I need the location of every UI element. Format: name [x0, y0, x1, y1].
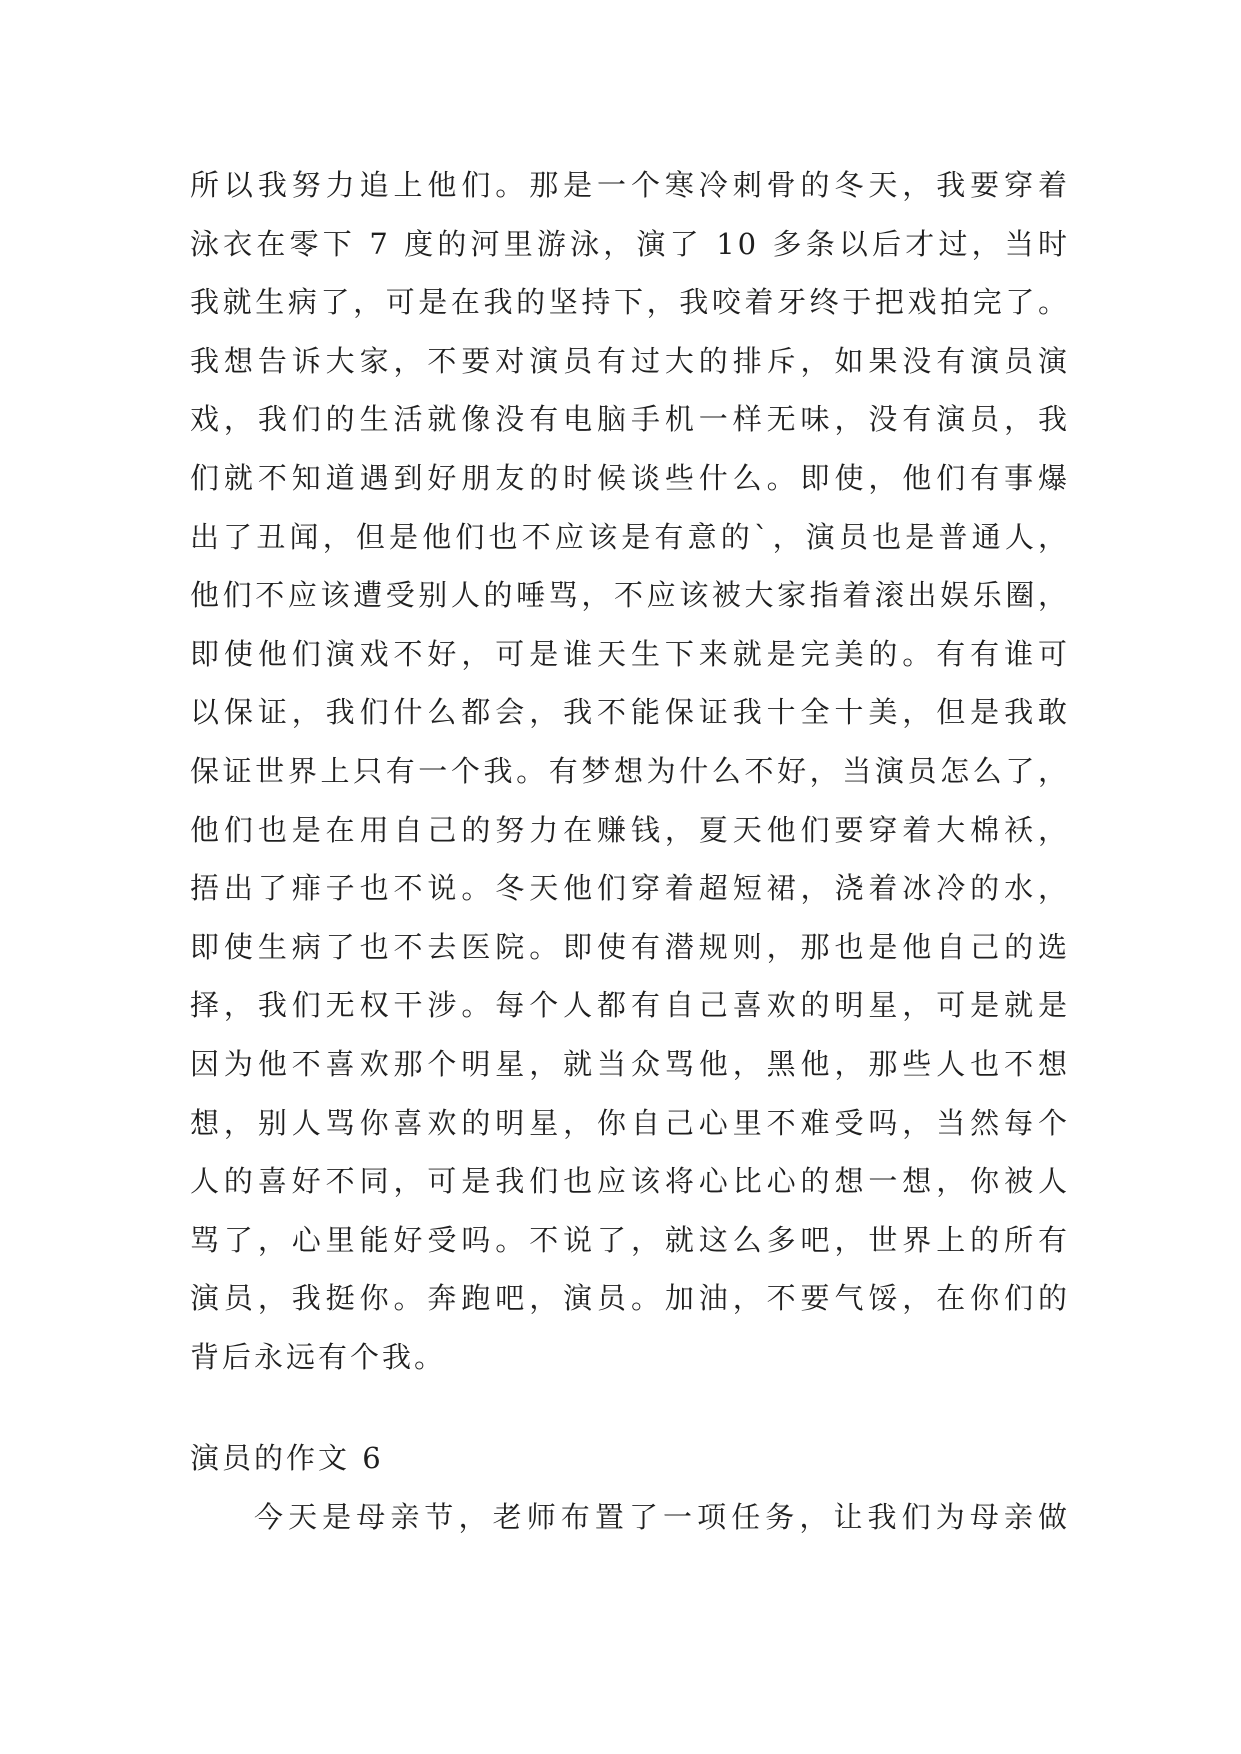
next-paragraph-first-line: 今天是母亲节，老师布置了一项任务，让我们为母亲做: [254, 1500, 1070, 1534]
essay-line-8: 他们不应该遭受别人的唾骂，不应该被大家指着滚出娱乐圈，: [190, 578, 1070, 613]
essay-line-15: 择，我们无权干涉。每个人都有自己喜欢的明星，可是就是: [190, 988, 1070, 1023]
essay-line-6: 们就不知道遇到好朋友的时候谈些什么。即使，他们有事爆: [190, 460, 1070, 495]
essay-line-9: 即使他们演戏不好，可是谁天生下来就是完美的。有有谁可: [190, 636, 1070, 671]
essay-line-13: 捂出了痱子也不说。冬天他们穿着超短裙，浇着冰冷的水，: [190, 871, 1070, 906]
essay-line-7: 出了丑闻，但是他们也不应该是有意的`，演员也是普通人，: [190, 519, 1070, 554]
essay-line-3: 我就生病了，可是在我的坚持下，我咬着牙终于把戏拍完了。: [190, 285, 1070, 320]
essay-line-12: 他们也是在用自己的努力在赚钱，夏天他们要穿着大棉袄，: [190, 812, 1070, 847]
essay-line-21: 背后永远有个我。: [190, 1339, 447, 1374]
essay-line-16: 因为他不喜欢那个明星，就当众骂他，黑他，那些人也不想: [190, 1046, 1070, 1081]
essay-line-14: 即使生病了也不去医院。即使有潜规则，那也是他自己的选: [190, 929, 1070, 964]
essay-line-10: 以保证，我们什么都会，我不能保证我十全十美，但是我敢: [190, 695, 1070, 730]
essay-line-5: 戏，我们的生活就像没有电脑手机一样无味，没有演员，我: [190, 402, 1070, 437]
essay-line-17: 想，别人骂你喜欢的明星，你自己心里不难受吗，当然每个: [190, 1105, 1070, 1140]
section-title: 演员的作文 6: [190, 1441, 384, 1475]
essay-line-19: 骂了，心里能好受吗。不说了，就这么多吧，世界上的所有: [190, 1222, 1070, 1257]
essay-line-18: 人的喜好不同，可是我们也应该将心比心的想一想，你被人: [190, 1164, 1070, 1199]
essay-body: [190, 156, 1070, 1386]
essay-line-2: 泳衣在零下 7 度的河里游泳，演了 10 多条以后才过，当时: [190, 226, 1070, 261]
essay-line-1: 所以我努力追上他们。那是一个寒冷刺骨的冬天，我要穿着: [190, 168, 1070, 202]
essay-line-20: 演员，我挺你。奔跑吧，演员。加油，不要气馁，在你们的: [190, 1281, 1070, 1316]
essay-line-4: 我想告诉大家，不要对演员有过大的排斥，如果没有演员演: [190, 343, 1070, 378]
essay-line-11: 保证世界上只有一个我。有梦想为什么不好，当演员怎么了，: [190, 753, 1070, 788]
